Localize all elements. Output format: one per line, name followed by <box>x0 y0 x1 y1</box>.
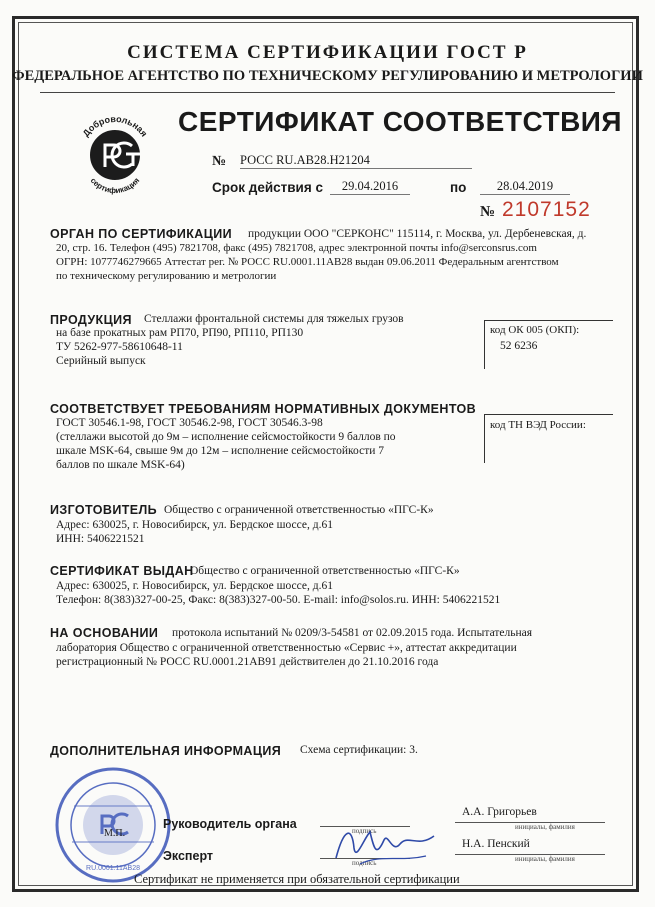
svg-text:сертификация: сертификация <box>88 176 142 196</box>
organ-stamp <box>54 766 172 884</box>
issued-to-contacts: Телефон: 8(383)327-00-25, Факс: 8(383)327-00-50. E-mail: info@solos.ru. ИНН: 5406221521 <box>56 594 501 606</box>
cert-body-line3: ОГРН: 1077746279665 Аттестат рег. № РОСС RU.0001.11АВ28 выдан 09.06.2011 Федеральным агентством <box>56 256 559 268</box>
conformity-line3: шкале MSK-64, свыше 9м до 12м – исполнение сейсмостойкости 7 <box>56 445 384 457</box>
head-label: Руководитель органа <box>163 817 297 831</box>
reg-no-value: РОСС RU.AB28.H21204 <box>240 153 472 169</box>
product-line2: на базе прокатных рам РП70, РП90, РП110, РП130 <box>56 327 304 339</box>
manufacturer-name: Общество с ограниченной ответственностью «ПГС-К» <box>164 504 434 516</box>
expert-sign-caption: подпись <box>352 859 377 867</box>
svg-text:RU.0001.11AB28: RU.0001.11AB28 <box>86 865 140 872</box>
cert-body-label: ОРГАН ПО СЕРТИФИКАЦИИ <box>50 227 233 241</box>
expert-label: Эксперт <box>163 849 214 863</box>
cert-body-line4: по техническому регулированию и метрологии <box>56 270 277 282</box>
expert-name: Н.А. Пенский <box>462 838 530 850</box>
additional-value: Схема сертификации: 3. <box>300 744 418 756</box>
blank-no-label: № <box>480 204 496 220</box>
product-line3: ТУ 5262-977-58610648-11 <box>56 341 183 353</box>
reg-no-label: № <box>212 154 227 169</box>
head-name: А.А. Григорьев <box>462 806 537 818</box>
product-line1: Стеллажи фронтальной системы для тяжелых грузов <box>144 313 404 325</box>
agency-title: ФЕДЕРАЛЬНОЕ АГЕНТСТВО ПО ТЕХНИЧЕСКОМУ РЕГУЛИРОВАНИЮ И МЕТРОЛОГИИ <box>12 68 643 84</box>
tnved-label: код ТН ВЭД России: <box>490 419 586 431</box>
product-line4: Серийный выпуск <box>56 355 146 367</box>
cert-body-line1: продукции ООО "СЕРКОНС" 115114, г. Москва, ул. Дербеневская, д. <box>248 228 587 240</box>
cert-body-line2: 20, стр. 16. Телефон (495) 7821708, факс (495) 7821708, адрес электронной почты info@serconsrus.com <box>56 242 537 254</box>
conformity-line2: (стеллажи высотой до 9м – исполнение сейсмостойкости 9 баллов по <box>56 431 396 443</box>
basis-line2: лаборатория Общество с ограниченной ответственностью «Сервис +», аттестат аккредитации <box>56 642 517 654</box>
basis-label: НА ОСНОВАНИИ <box>50 626 159 640</box>
signature-icon <box>330 818 440 870</box>
issued-to-address: Адрес: 630025, г. Новосибирск, ул. Бердское шоссе, д.61 <box>56 580 333 592</box>
rst-logo <box>72 112 158 198</box>
conformity-line4: баллов по шкале MSK-64) <box>56 459 185 471</box>
valid-from: 29.04.2016 <box>330 179 410 195</box>
additional-label: ДОПОЛНИТЕЛЬНАЯ ИНФОРМАЦИЯ <box>50 744 282 758</box>
head-name-caption: инициалы, фамилия <box>515 823 575 831</box>
stamp-place: М.П. <box>104 828 126 839</box>
validity-label: Срок действия с <box>212 180 323 195</box>
rst-logo-icon <box>72 112 158 198</box>
issued-to-label: СЕРТИФИКАТ ВЫДАН <box>50 564 194 578</box>
valid-to-label: по <box>450 180 467 195</box>
manufacturer-address: Адрес: 630025, г. Новосибирск, ул. Бердское шоссе, д.61 <box>56 519 333 531</box>
basis-line1: протокола испытаний № 0209/3-54581 от 02.09.2015 года. Испытательная <box>172 627 533 639</box>
okp-label: код ОК 005 (ОКП): <box>490 324 580 336</box>
okp-value: 52 6236 <box>500 340 538 352</box>
head-sign-caption: подпись <box>352 827 377 835</box>
basis-line3: регистрационный № РОСС RU.0001.21АВ91 действителен до 21.10.2016 года <box>56 656 439 668</box>
manufacturer-label: ИЗГОТОВИТЕЛЬ <box>50 503 158 517</box>
product-label: ПРОДУКЦИЯ <box>50 313 132 327</box>
conformity-line1: ГОСТ 30546.1-98, ГОСТ 30546.2-98, ГОСТ 30546.3-98 <box>56 417 323 429</box>
conformity-label: СООТВЕТСТВУЕТ ТРЕБОВАНИЯМ НОРМАТИВНЫХ ДОКУМЕНТОВ <box>50 402 477 416</box>
issued-to-name: Общество с ограниченной ответственностью «ПГС-К» <box>190 565 460 577</box>
system-title: СИСТЕМА СЕРТИФИКАЦИИ ГОСТ Р <box>127 42 528 63</box>
certificate-title: СЕРТИФИКАТ СООТВЕТСТВИЯ <box>178 106 623 137</box>
footer-note: Сертификат не применяется при обязательной сертификации <box>134 872 460 886</box>
manufacturer-inn: ИНН: 5406221521 <box>56 533 145 545</box>
svg-text:Добровольная: Добровольная <box>80 113 150 139</box>
expert-name-caption: инициалы, фамилия <box>515 855 575 863</box>
valid-to: 28.04.2019 <box>480 179 570 195</box>
stamp-icon <box>54 766 172 884</box>
blank-number: 2107152 <box>502 198 591 221</box>
handwritten-signature <box>330 818 440 870</box>
header-divider <box>40 92 615 93</box>
